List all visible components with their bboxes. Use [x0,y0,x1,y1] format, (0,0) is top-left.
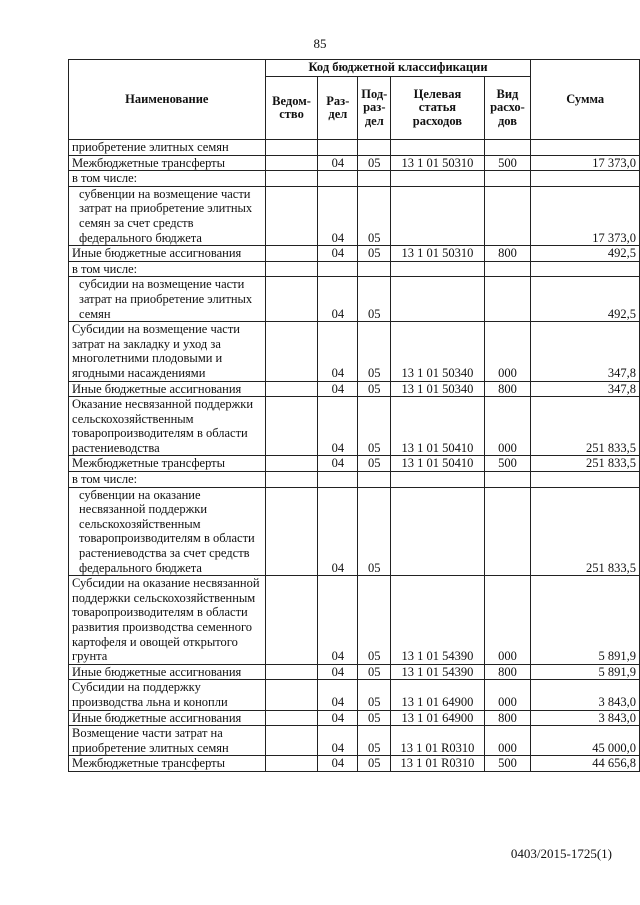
cell-target-article: 13 1 01 54390 [391,576,484,665]
cell-ministry [265,277,318,322]
cell-target-article: 13 1 01 64900 [391,680,484,710]
cell-ministry [265,381,318,397]
cell-ministry [265,576,318,665]
cell-target-article [391,277,484,322]
cell-expense-kind [484,186,531,245]
header-target-article: Целевая статья расходов [391,77,484,140]
cell-subsection: 05 [358,277,391,322]
table-row [69,381,640,397]
cell-section: 04 [318,710,358,726]
cell-target-article: 13 1 01 50340 [391,381,484,397]
cell-section: 04 [318,322,358,381]
cell-expense-kind: 500 [484,456,531,472]
cell-subsection: 05 [358,397,391,456]
table-row [69,726,640,756]
cell-section: 04 [318,680,358,710]
cell-section: 04 [318,277,358,322]
cell-sum: 347,8 [531,322,640,381]
cell-subsection: 05 [358,664,391,680]
cell-name: Иные бюджетные ассигнования [69,246,266,262]
cell-expense-kind [484,277,531,322]
cell-expense-kind: 000 [484,397,531,456]
cell-section: 04 [318,397,358,456]
cell-subsection: 05 [358,487,391,576]
cell-target-article: 13 1 01 R0310 [391,726,484,756]
cell-target-article: 13 1 01 64900 [391,710,484,726]
cell-target-article: 13 1 01 R0310 [391,756,484,772]
cell-ministry [265,664,318,680]
cell-name: Оказание несвязанной поддержки сельскохозяйственным товаропроизводителям в области растениеводства [69,397,266,456]
cell-subsection [358,140,391,156]
table-body [69,140,640,772]
cell-sum: 347,8 [531,381,640,397]
cell-target-article [391,487,484,576]
cell-sum: 492,5 [531,246,640,262]
cell-subsection: 05 [358,186,391,245]
cell-expense-kind: 000 [484,680,531,710]
cell-expense-kind: 000 [484,576,531,665]
cell-name: в том числе: [69,171,266,187]
cell-target-article: 13 1 01 50410 [391,456,484,472]
cell-sum: 5 891,9 [531,576,640,665]
cell-sum: 251 833,5 [531,456,640,472]
table-row [69,261,640,277]
cell-expense-kind: 500 [484,155,531,171]
cell-name: в том числе: [69,261,266,277]
cell-ministry [265,171,318,187]
cell-name: субсидии на возмещение части затрат на приобретение элитных семян [69,277,266,322]
cell-section [318,171,358,187]
cell-name: субвенции на возмещение части затрат на приобретение элитных семян за счет средств федерального бюджета [69,186,266,245]
cell-ministry [265,261,318,277]
cell-ministry [265,680,318,710]
cell-expense-kind: 800 [484,246,531,262]
cell-section: 04 [318,155,358,171]
cell-ministry [265,246,318,262]
table-row [69,277,640,322]
cell-target-article: 13 1 01 50310 [391,155,484,171]
cell-expense-kind: 000 [484,726,531,756]
table-row [69,397,640,456]
cell-name: в том числе: [69,472,266,488]
header-classification-group: Код бюджетной классификации [265,60,531,77]
cell-ministry [265,726,318,756]
cell-section: 04 [318,381,358,397]
table-row [69,472,640,488]
cell-target-article: 13 1 01 50410 [391,397,484,456]
cell-target-article [391,171,484,187]
cell-ministry [265,756,318,772]
cell-ministry [265,322,318,381]
cell-name: Возмещение части затрат на приобретение элитных семян [69,726,266,756]
cell-ministry [265,140,318,156]
cell-name: Субсидии на оказание несвязанной поддержки сельскохозяйственным товаропроизводителям в области развития производства семенного картофеля и овощей открытого грунта [69,576,266,665]
header-expense-kind: Вид расхо-дов [484,77,531,140]
table-row [69,664,640,680]
cell-sum: 492,5 [531,277,640,322]
cell-subsection: 05 [358,155,391,171]
cell-target-article [391,140,484,156]
cell-expense-kind: 500 [484,756,531,772]
cell-section: 04 [318,246,358,262]
document-code: 0403/2015-1725(1) [510,846,612,861]
cell-target-article: 13 1 01 54390 [391,664,484,680]
cell-name: Межбюджетные трансферты [69,456,266,472]
table-row [69,155,640,171]
table-row [69,171,640,187]
table-row [69,680,640,710]
cell-ministry [265,710,318,726]
cell-name: приобретение элитных семян [69,140,266,156]
cell-subsection: 05 [358,756,391,772]
page-number: 85 [313,36,327,51]
cell-subsection [358,261,391,277]
table-row [69,246,640,262]
cell-sum: 3 843,0 [531,680,640,710]
cell-expense-kind [484,487,531,576]
cell-section: 04 [318,726,358,756]
cell-name: субвенции на оказание несвязанной поддержки сельскохозяйственным товаропроизводителям в области растениеводства за счет средств федерального бюджета [69,487,266,576]
table-row [69,322,640,381]
cell-expense-kind: 800 [484,664,531,680]
cell-ministry [265,397,318,456]
cell-name: Иные бюджетные ассигнования [69,381,266,397]
cell-subsection: 05 [358,322,391,381]
cell-ministry [265,456,318,472]
cell-subsection: 05 [358,710,391,726]
cell-expense-kind [484,140,531,156]
cell-name: Субсидии на поддержку производства льна и конопли [69,680,266,710]
cell-section: 04 [318,487,358,576]
table-row [69,710,640,726]
cell-name: Межбюджетные трансферты [69,155,266,171]
cell-sum: 17 373,0 [531,155,640,171]
cell-section [318,140,358,156]
table-row [69,576,640,665]
cell-sum: 44 656,8 [531,756,640,772]
cell-subsection: 05 [358,381,391,397]
cell-ministry [265,472,318,488]
cell-subsection: 05 [358,576,391,665]
cell-name: Иные бюджетные ассигнования [69,710,266,726]
cell-sum [531,261,640,277]
cell-ministry [265,155,318,171]
table-row [69,186,640,245]
cell-target-article [391,186,484,245]
cell-section: 04 [318,756,358,772]
budget-table [68,59,640,772]
cell-expense-kind [484,171,531,187]
cell-ministry [265,487,318,576]
table-row [69,756,640,772]
cell-section: 04 [318,186,358,245]
cell-subsection: 05 [358,726,391,756]
cell-sum: 3 843,0 [531,710,640,726]
cell-target-article [391,261,484,277]
header-subsection: Под-раз-дел [358,77,391,140]
cell-section [318,261,358,277]
cell-subsection [358,472,391,488]
cell-expense-kind: 800 [484,710,531,726]
cell-target-article: 13 1 01 50310 [391,246,484,262]
header-name: Наименование [69,60,266,140]
cell-expense-kind [484,472,531,488]
cell-section: 04 [318,576,358,665]
cell-expense-kind [484,261,531,277]
cell-name: Межбюджетные трансферты [69,756,266,772]
table-row [69,456,640,472]
header-sum: Сумма [531,60,640,140]
header-section: Раз-дел [318,77,358,140]
cell-sum: 45 000,0 [531,726,640,756]
cell-sum [531,171,640,187]
cell-sum: 5 891,9 [531,664,640,680]
cell-ministry [265,186,318,245]
cell-expense-kind: 000 [484,322,531,381]
cell-sum [531,472,640,488]
cell-name: Субсидии на возмещение части затрат на закладку и уход за многолетними плодовыми и ягодными насаждениями [69,322,266,381]
cell-sum [531,140,640,156]
cell-expense-kind: 800 [484,381,531,397]
cell-subsection: 05 [358,246,391,262]
cell-section [318,472,358,488]
cell-name: Иные бюджетные ассигнования [69,664,266,680]
table-row [69,140,640,156]
cell-sum: 17 373,0 [531,186,640,245]
cell-sum: 251 833,5 [531,487,640,576]
cell-subsection: 05 [358,680,391,710]
cell-subsection [358,171,391,187]
table-row [69,487,640,576]
cell-target-article: 13 1 01 50340 [391,322,484,381]
cell-target-article [391,472,484,488]
cell-sum: 251 833,5 [531,397,640,456]
cell-section: 04 [318,456,358,472]
cell-section: 04 [318,664,358,680]
header-ministry: Ведом-ство [265,77,318,140]
cell-subsection: 05 [358,456,391,472]
